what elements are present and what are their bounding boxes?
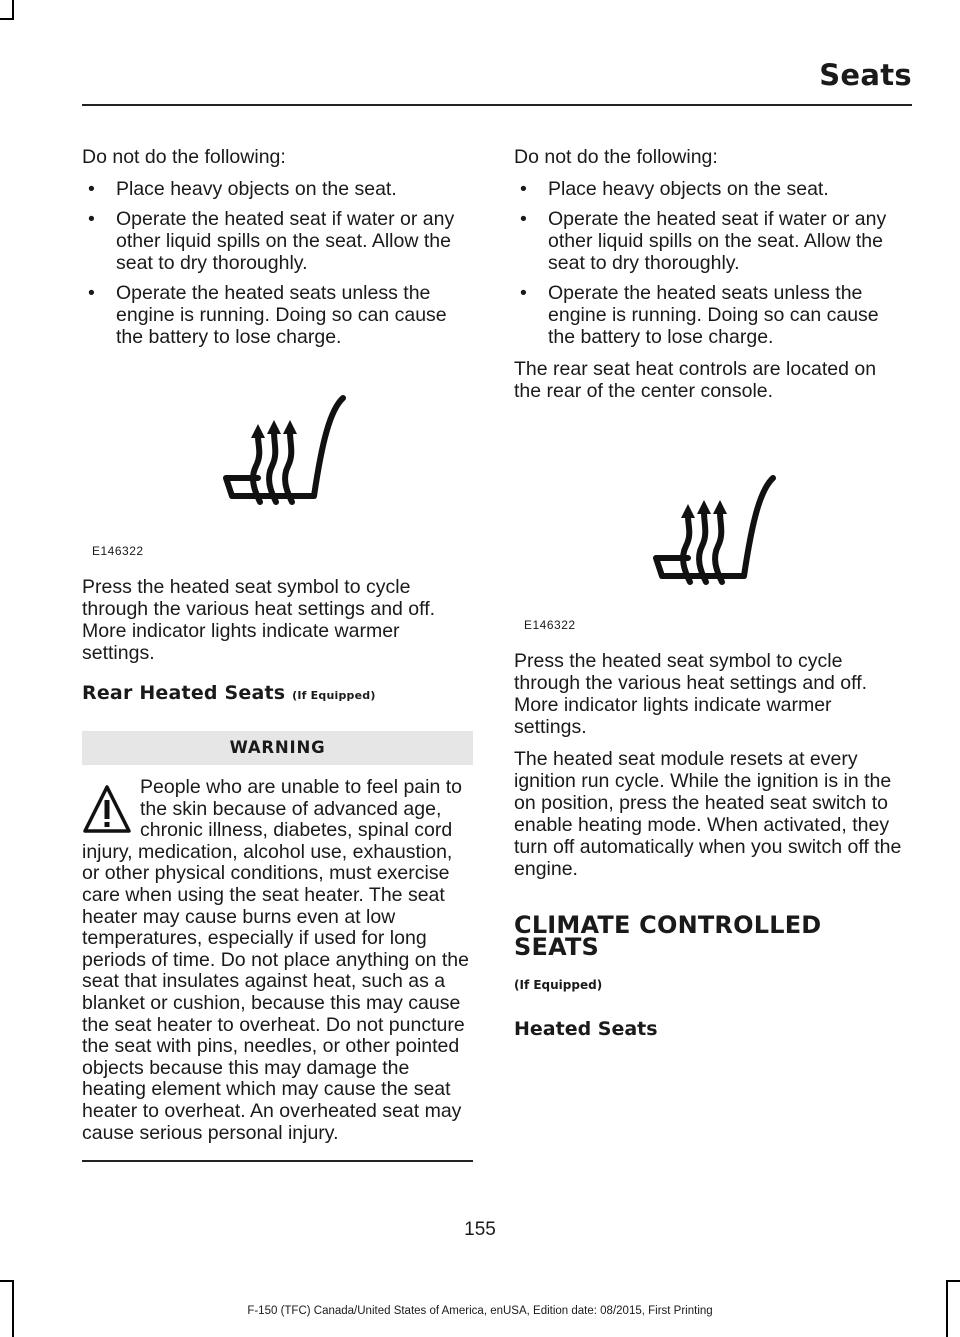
figure-code: E146322 <box>524 618 576 632</box>
intro-text: Do not do the following: <box>82 146 286 168</box>
rear-controls-text: The rear seat heat controls are located on the rear of the center console. <box>514 358 877 402</box>
figure <box>82 366 473 566</box>
figure-code: E146322 <box>92 544 144 558</box>
warning-box <box>82 765 473 1144</box>
module-text: The heated seat module resets at every ignition run cycle. While the ignition is in the on position, press the heated seat switch to enable heating mode. When activated, they turn off automatically when you switch off the engine. <box>514 748 902 880</box>
heated-seat-icon <box>218 386 352 514</box>
page-title: Seats <box>819 58 912 92</box>
warning-text: People who are unable to feel pain to the skin because of advanced age, chronic illness, diabetes, spinal cord injury, medication, alcohol use, exhaustion, or other physical conditions, must exercise care when using the seat heater. The seat heater may cause burns even at low temperatures, especially if used for long periods of time. Do not place anything on the seat that insulates against heat, such as a blanket or cushion, because this may cause the seat heater to overheat. Do not puncture the seat with pins, needles, or other pointed objects because this may damage the heating element which may cause the seat heater to overheat. An overheated seat may cause serious personal injury. <box>82 776 469 1144</box>
list-item: • Operate the heated seats unless the engine is running. Doing so can cause the battery to lose charge. <box>514 282 905 348</box>
heading-text: Rear Heated Seats <box>82 682 286 704</box>
heading-note: (If Equipped) <box>292 689 376 702</box>
press-text: Press the heated seat symbol to cycle through the various heat settings and off. More indicator lights indicate warmer settings. <box>514 650 868 738</box>
list-item: • Place heavy objects on the seat. <box>514 178 905 200</box>
warning-triangle-icon <box>82 781 132 839</box>
page-number: 155 <box>464 1219 496 1240</box>
crop-mark <box>946 1280 960 1282</box>
list-item: • Operate the heated seats unless the engine is running. Doing so can cause the battery to lose charge. <box>82 282 473 348</box>
bullet-list <box>514 178 905 348</box>
footer-text: F-150 (TFC) Canada/United States of America, enUSA, Edition date: 08/2015, First Printing <box>247 1305 713 1317</box>
warning-title: WARNING <box>82 731 473 765</box>
figure <box>514 428 905 640</box>
rear-heated-seats-heading <box>82 682 473 707</box>
press-text: Press the heated seat symbol to cycle through the various heat settings and off. More indicator lights indicate warmer settings. <box>82 576 436 664</box>
crop-mark <box>0 18 14 20</box>
bullet-list <box>82 178 473 348</box>
heated-seats-heading: Heated Seats <box>514 1018 658 1040</box>
header-rule <box>82 104 912 106</box>
warning-rule <box>82 1160 473 1162</box>
crop-mark <box>12 0 14 20</box>
left-column <box>82 146 473 1162</box>
list-item: • Operate the heated seat if water or any other liquid spills on the seat. Allow the seat to dry thoroughly. <box>82 208 473 274</box>
section-heading: CLIMATE CONTROLLED SEATS <box>514 911 822 961</box>
crop-mark <box>0 1280 14 1282</box>
section-note: (If Equipped) <box>514 978 603 992</box>
list-item: • Operate the heated seat if water or any other liquid spills on the seat. Allow the seat to dry thoroughly. <box>514 208 905 274</box>
heated-seat-icon <box>648 466 782 594</box>
intro-text: Do not do the following: <box>514 146 718 168</box>
list-item: • Place heavy objects on the seat. <box>82 178 473 200</box>
right-column <box>514 146 905 1040</box>
